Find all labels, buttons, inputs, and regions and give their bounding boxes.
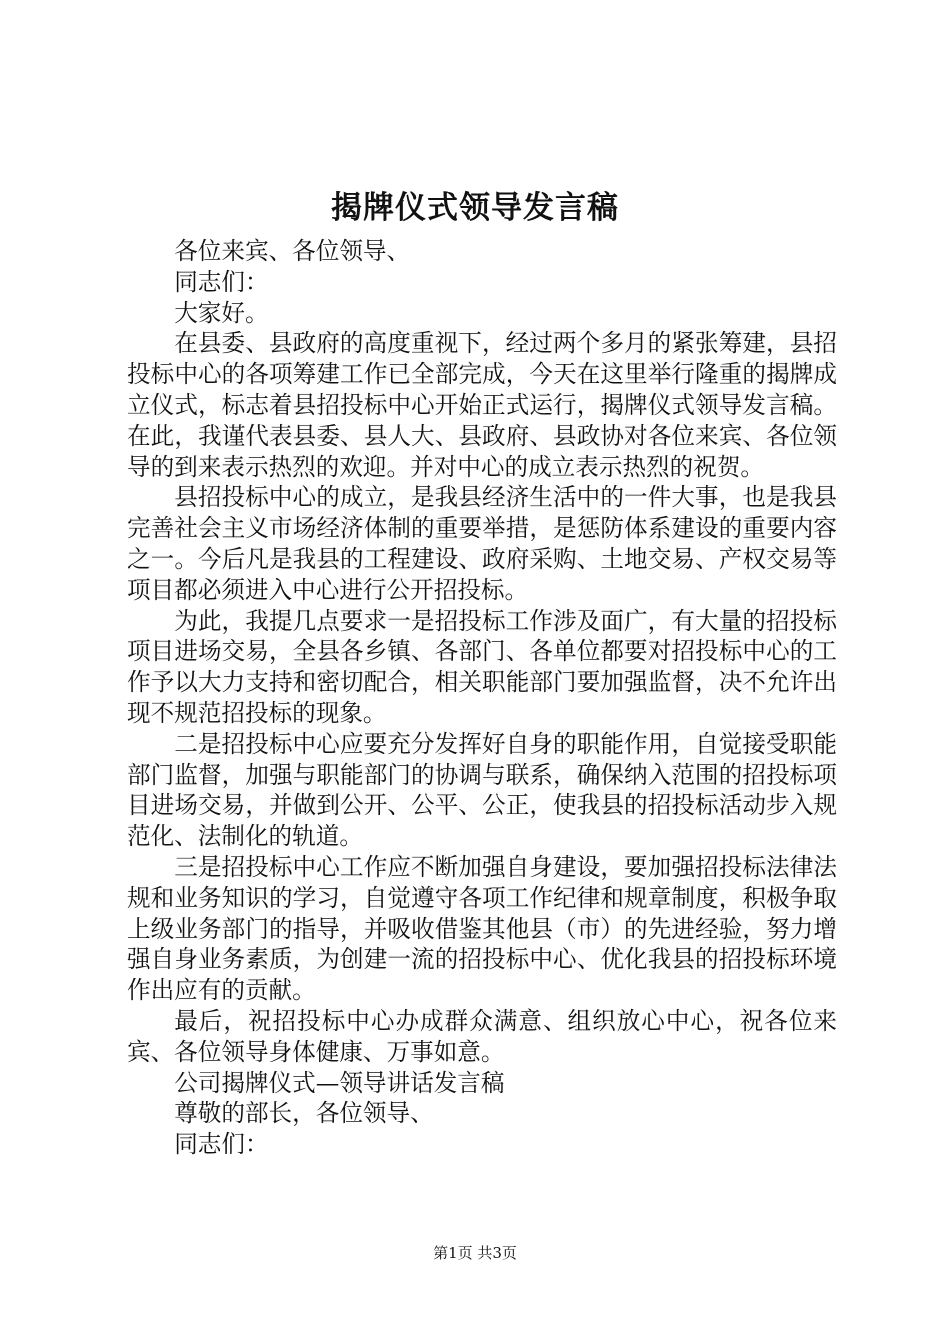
salutation-guests: 各位来宾、各位领导、 xyxy=(174,237,411,265)
salutation-comrades: 同志们： xyxy=(174,267,269,296)
greeting: 大家好。 xyxy=(174,298,269,327)
second-speech-title: 公司揭牌仪式—领导讲话发言稿 xyxy=(174,1068,505,1097)
document-title: 揭牌仪式领导发言稿 xyxy=(331,190,619,226)
second-salutation-comrades: 同志们： xyxy=(174,1130,269,1159)
second-salutation-leaders: 尊敬的部长，各位领导、 xyxy=(174,1099,434,1128)
paragraph-opening: 在县委、县政府的高度重视下，经过两个多月的紧张筹建，县招投标中心的各项筹建工作已全部完成，今天在这里举行隆重的揭牌成立仪式，标志着县招投标中心开始正式运行，揭牌仪式领导发言稿。在此，我谨代表县委、县人大、县政府、县政协对各位来宾、各位领导的到来表示热烈的欢迎。并对中心的成立表示热烈的祝贺。 xyxy=(127,329,837,481)
paragraph-closing: 最后，祝招投标中心办成群众满意、组织放心中心，祝各位来宾、各位领导身体健康、万事如意。 xyxy=(127,1006,837,1066)
paragraph-requirement-3: 三是招投标中心工作应不断加强自身建设，要加强招投标法律法规和业务知识的学习，自觉遵守各项工作纪律和规章制度，积极争取上级业务部门的指导，并吸收借鉴其他县（市）的先进经验，努力增强自身业务素质，为创建一流的招投标中心、优化我县的招投标环境作出应有的贡献。 xyxy=(127,852,837,1005)
document-body xyxy=(127,236,837,1160)
paragraph-significance: 县招投标中心的成立，是我县经济生活中的一件大事，也是我县完善社会主义市场经济体制的重要举措，是惩防体系建设的重要内容之一。今后凡是我县的工程建设、政府采购、土地交易、产权交易等项目都必须进入中心进行公开招投标。 xyxy=(127,483,837,604)
paragraph-requirement-2: 二是招投标中心应要充分发挥好自身的职能作用，自觉接受职能部门监督，加强与职能部门的协调与联系，确保纳入范围的招投标项目进场交易，并做到公开、公平、公正，使我县的招投标活动步入规范化、法制化的轨道。 xyxy=(127,729,837,851)
page-footer: 第1页 共3页 xyxy=(433,1244,517,1262)
paragraph-requirement-1: 为此，我提几点要求一是招投标工作涉及面广，有大量的招投标项目进场交易，全县各乡镇、各部门、各单位都要对招投标中心的工作予以大力支持和密切配合，相关职能部门要加强监督，决不允许出现不规范招投标的现象。 xyxy=(127,606,837,727)
